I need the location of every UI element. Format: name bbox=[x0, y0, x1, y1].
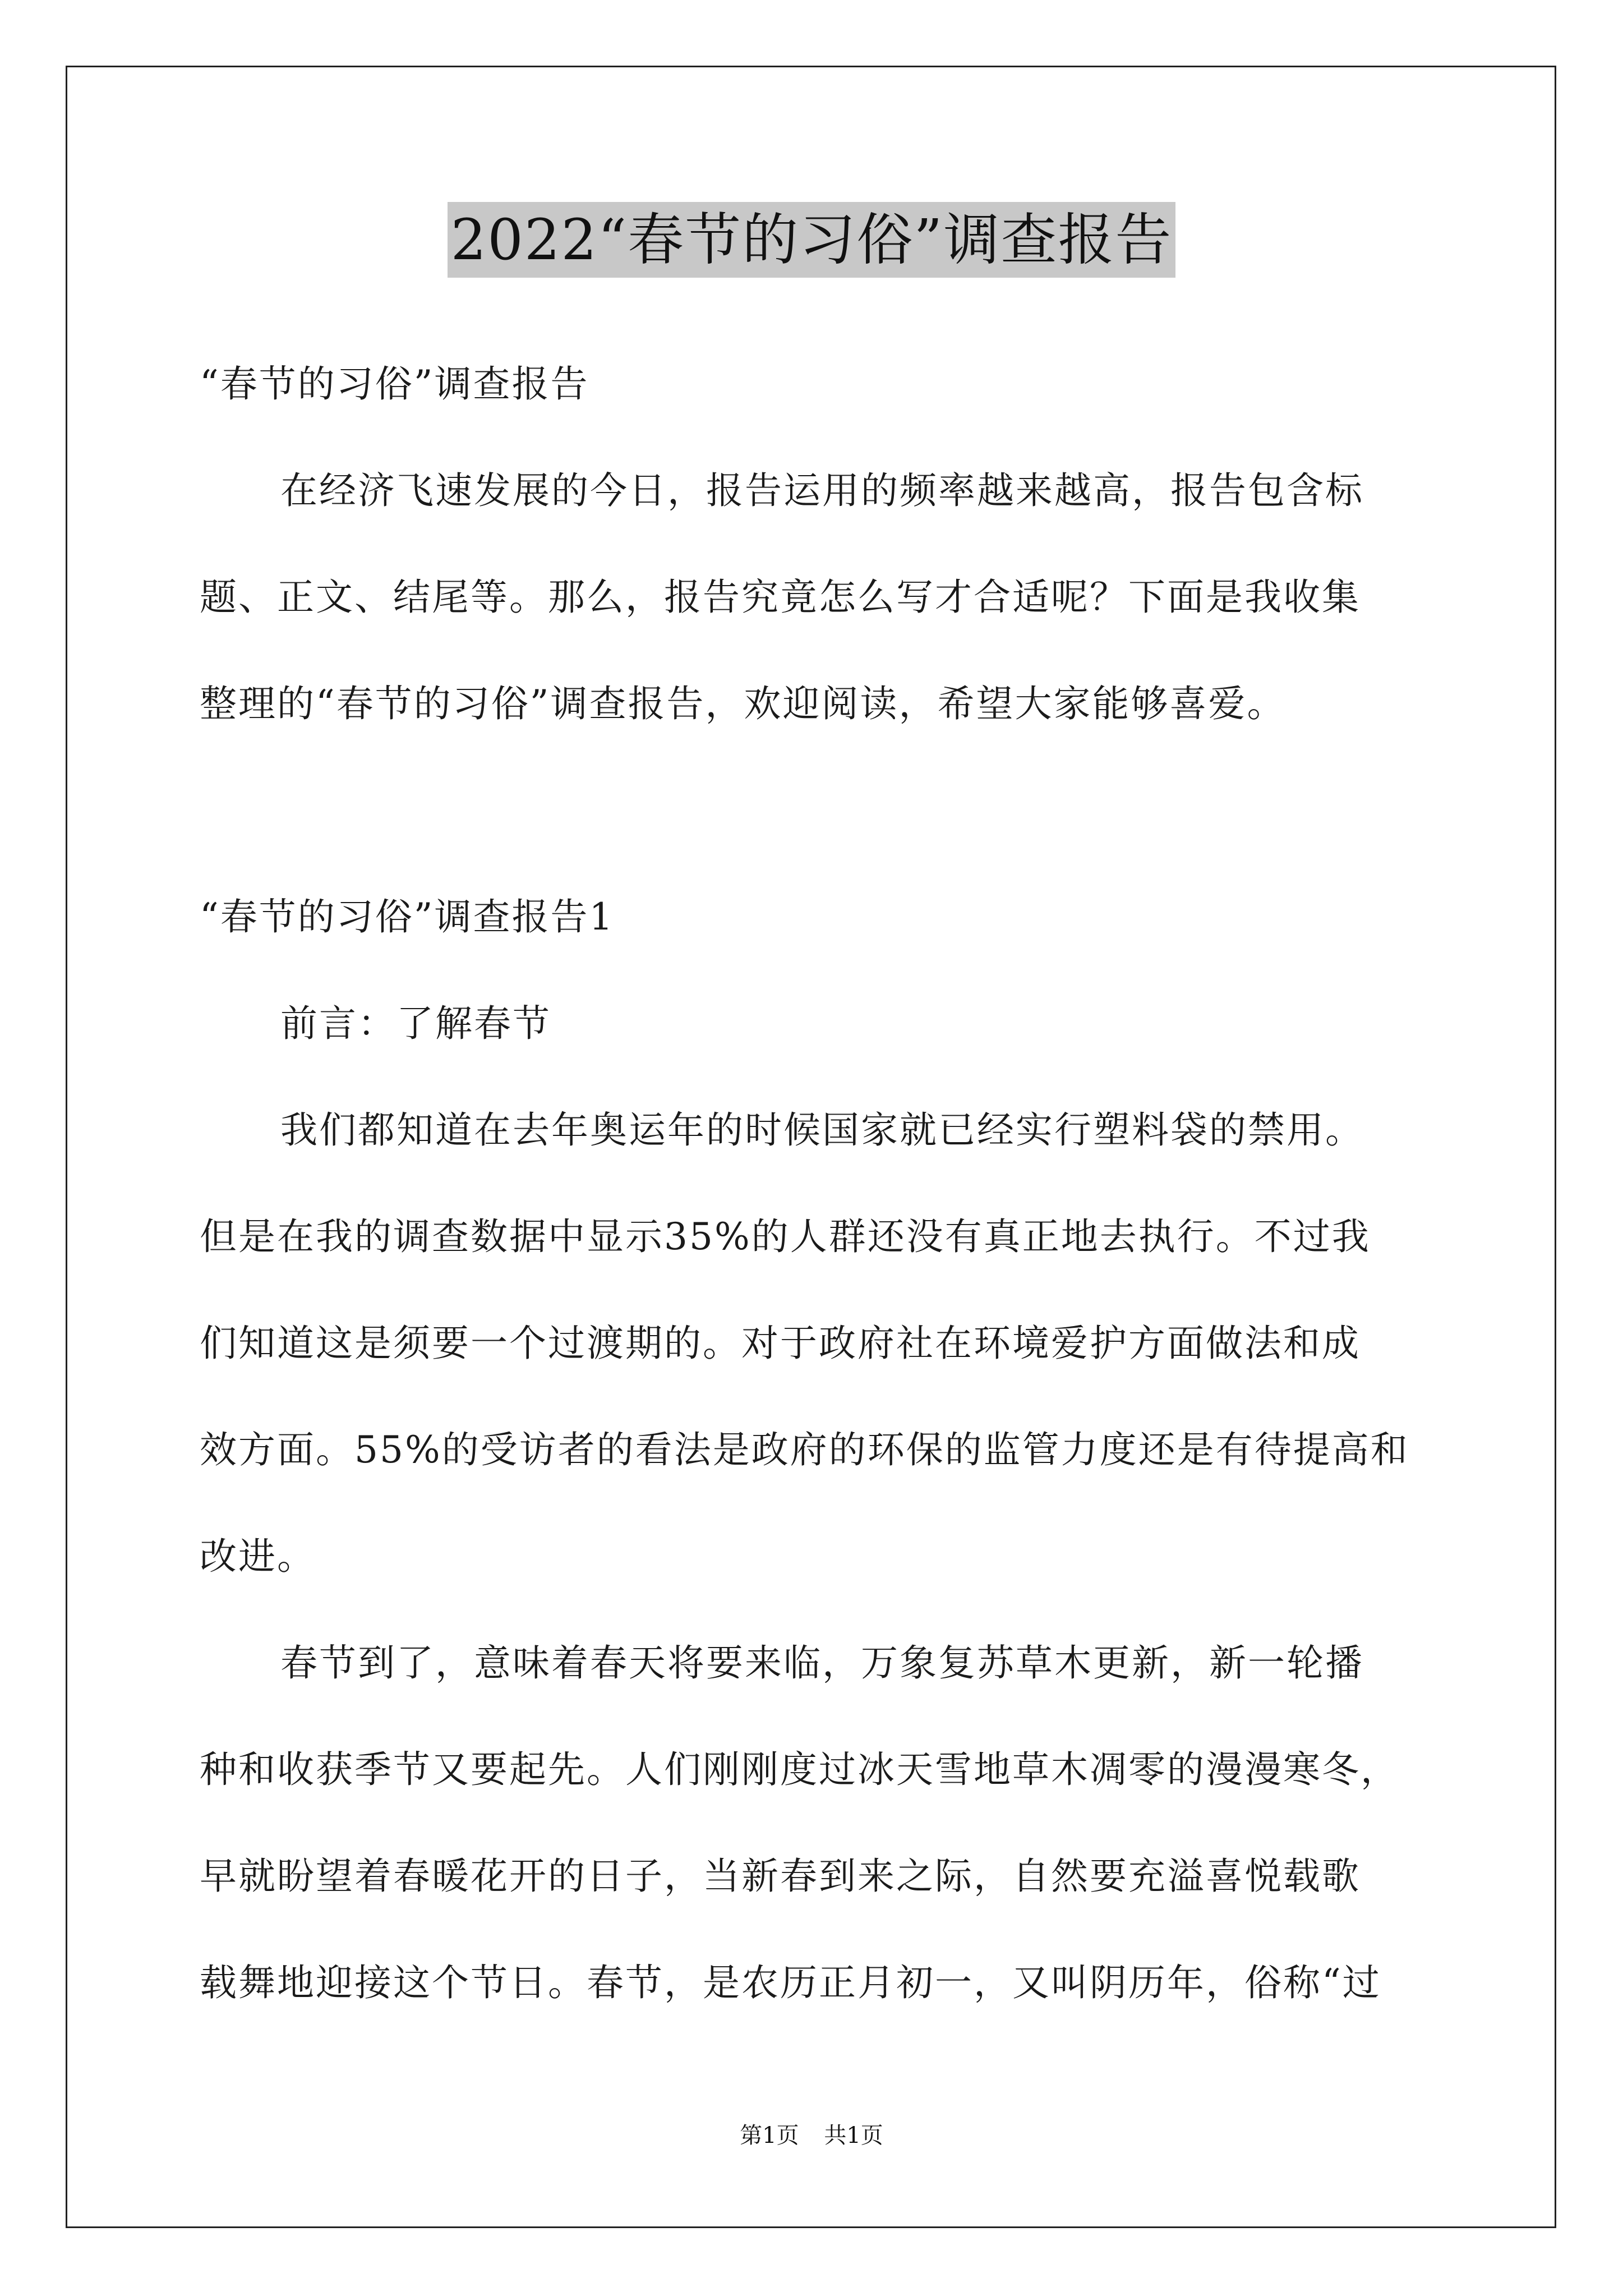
subtitle: “春节的习俗”调查报告 bbox=[200, 362, 589, 406]
intro-line: 在经济飞速发展的今日，报告运用的频率越来越高，报告包含标 bbox=[280, 469, 1364, 512]
preface-line: 前言：了解春节 bbox=[280, 1002, 551, 1045]
document-body bbox=[200, 331, 1433, 2036]
intro-line: 题、正文、结尾等。那么，报告究竟怎么写才合适呢？下面是我收集 bbox=[200, 576, 1361, 619]
paragraph1-line: 我们都知道在去年奥运年的时候国家就已经实行塑料袋的禁用。 bbox=[280, 1108, 1364, 1152]
title-container bbox=[0, 202, 1623, 278]
page-footer bbox=[0, 2118, 1623, 2150]
paragraph2-line: 春节到了，意味着春天将要来临，万象复苏草木更新，新一轮播 bbox=[280, 1641, 1364, 1685]
page-total: 共1页 bbox=[824, 2123, 883, 2148]
paragraph1-line: 但是在我的调查数据中显示35%的人群还没有真正地去执行。不过我 bbox=[200, 1215, 1371, 1258]
paragraph2-line: 载舞地迎接这个节日。春节，是农历正月初一，又叫阴历年，俗称“过 bbox=[200, 1961, 1381, 2004]
paragraph1-line: 们知道这是须要一个过渡期的。对于政府社在环境爱护方面做法和成 bbox=[200, 1322, 1361, 1365]
document-title: 2022“春节的习俗”调查报告 bbox=[448, 202, 1176, 278]
paragraph2-line: 种和收获季节又要起先。人们刚刚度过冰天雪地草木凋零的漫漫寒冬， bbox=[200, 1748, 1399, 1791]
paragraph1-line: 改进。 bbox=[200, 1535, 316, 1578]
paragraph2-line: 早就盼望着春暖花开的日子，当新春到来之际，自然要充溢喜悦载歌 bbox=[200, 1855, 1361, 1898]
section-heading: “春节的习俗”调查报告1 bbox=[200, 895, 615, 938]
page-number: 第1页 bbox=[740, 2123, 799, 2148]
paragraph1-line: 效方面。55%的受访者的看法是政府的环保的监管力度还是有待提高和 bbox=[200, 1428, 1409, 1471]
intro-line: 整理的“春节的习俗”调查报告，欢迎阅读，希望大家能够喜爱。 bbox=[200, 682, 1286, 725]
spacer bbox=[200, 757, 1433, 864]
